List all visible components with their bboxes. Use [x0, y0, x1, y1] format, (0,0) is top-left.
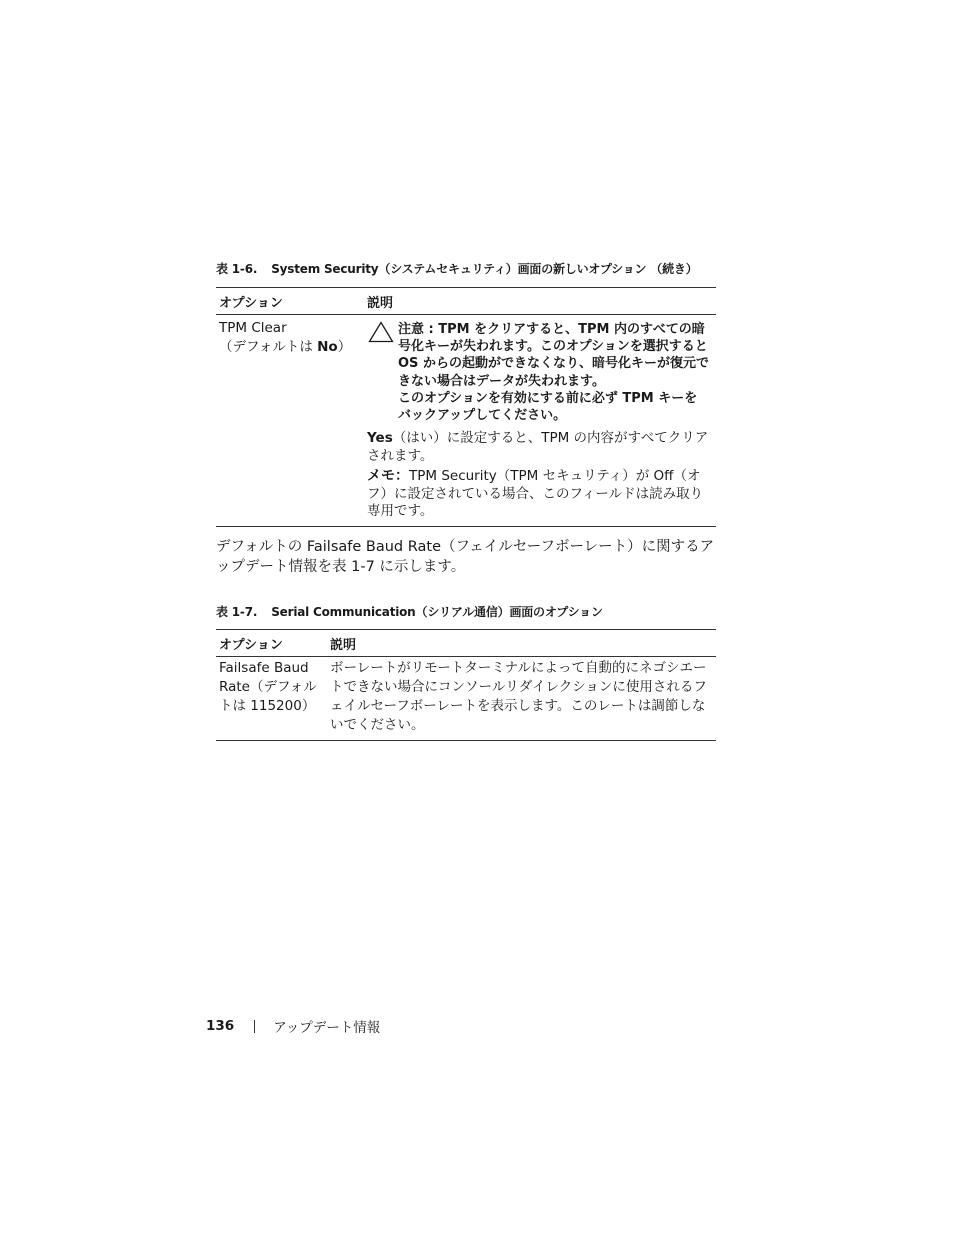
- body-paragraph: デフォルトの Failsafe Baud Rate（フェイルセーフボーレート）に関するアップデート情報を表 1-7 に示します。: [216, 539, 715, 575]
- table-1-6: [216, 287, 716, 527]
- footer-section: アップデート情報: [273, 1020, 381, 1036]
- header-option: オプション: [216, 288, 363, 315]
- header-option: オプション: [216, 630, 326, 657]
- option-name: TPM Clear: [219, 320, 287, 336]
- page-number: 136: [206, 1018, 235, 1034]
- option-cell: Failsafe Baud Rate（デフォルトは 115200）: [216, 657, 326, 741]
- table-1-6-caption: [216, 260, 716, 277]
- option-cell: [216, 315, 363, 527]
- option-default: （デフォルトは No）: [219, 339, 352, 355]
- warning-triangle-icon: [368, 321, 398, 424]
- description-cell: [363, 315, 716, 527]
- header-description: 説明: [326, 630, 716, 657]
- caption-title: System Security（システムセキュリティ）画面の新しいオプション （続き）: [271, 262, 698, 276]
- header-description: 説明: [363, 288, 716, 315]
- table-1-7: [216, 629, 716, 741]
- note-description: メモ：TPM Security（TPM セキュリティ）が Off（オフ）に設定されている場合、このフィールドは読み取り専用です。: [367, 468, 704, 520]
- caption-title: Serial Communication（シリアル通信）画面のオプション: [271, 605, 603, 619]
- table-1-7-caption: [216, 603, 716, 620]
- yes-description: Yes（はい）に設定すると、TPM の内容がすべてクリアされます。: [367, 430, 709, 464]
- table-row: [216, 657, 716, 741]
- description-cell: ボーレートがリモートターミナルによって自動的にネゴシエートできない場合にコンソールリダイレクションに使用されるフェイルセーフボーレートを表示します。このレートは調節しないでください。: [326, 657, 716, 741]
- caption-number: 表 1-6.: [216, 262, 258, 276]
- footer-divider: [254, 1020, 255, 1033]
- caption-number: 表 1-7.: [216, 605, 258, 619]
- caution-text: 注意 : TPM をクリアすると、TPM 内のすべての暗号化キーが失われます。このオプションを選択すると OS からの起動ができなくなり、暗号化キーが復元できない場合はデータが失われます。 このオプションを有効にする前に必ず TPM キーをバックアップしてください。: [398, 322, 709, 424]
- page-footer: [206, 1016, 380, 1036]
- caution-block: [367, 321, 716, 424]
- table-row: [216, 315, 716, 527]
